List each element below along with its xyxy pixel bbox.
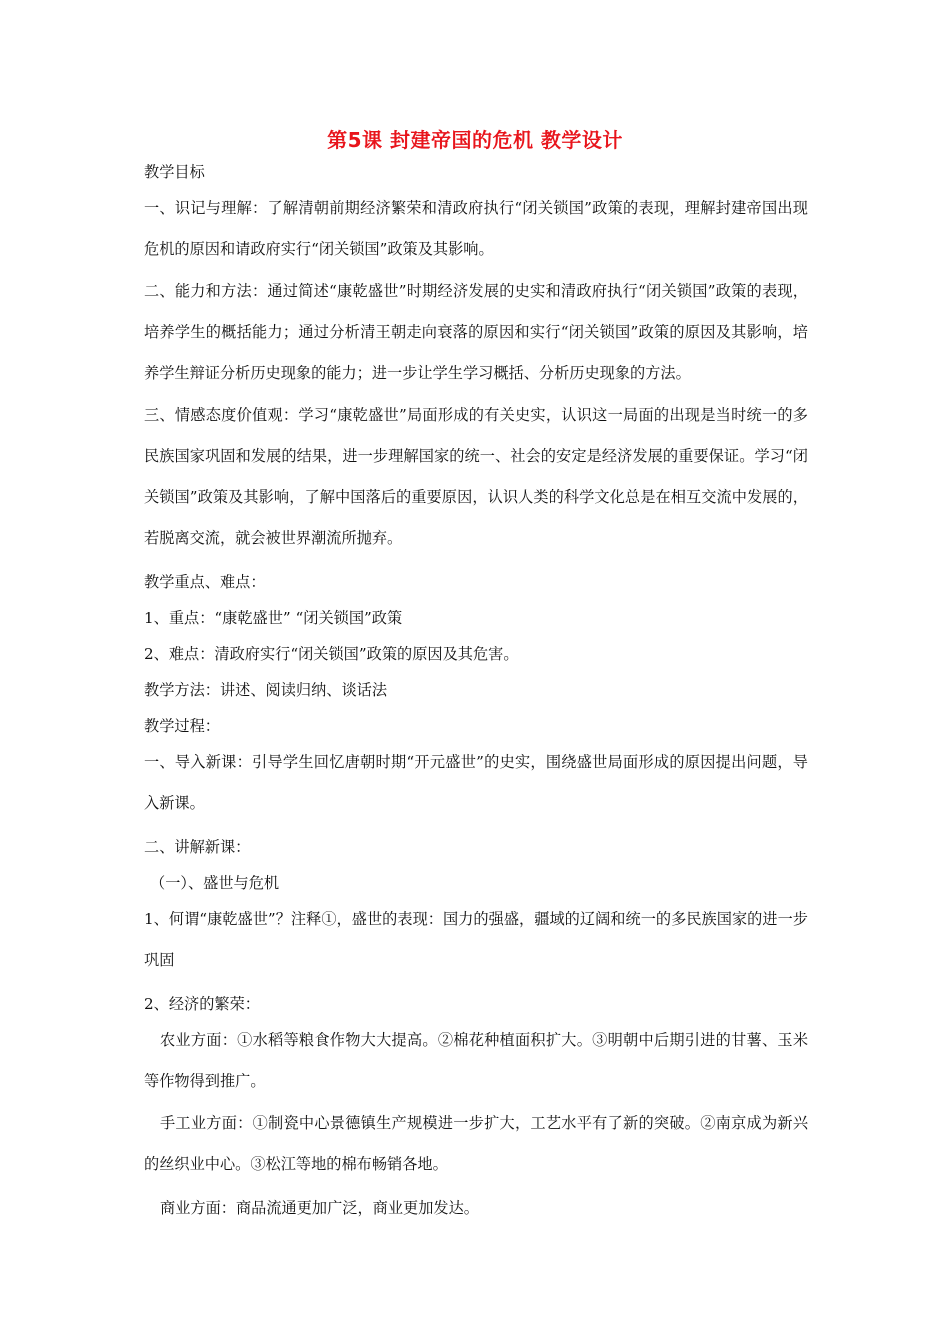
- key-point-difficulty: 2、难点：清政府实行“闭关锁国”政策的原因及其危害。: [144, 645, 519, 663]
- item-economic-prosperity: 2、经济的繁荣：: [144, 995, 260, 1013]
- item-commerce: 商业方面：商品流通更加广泛，商业更加发达。: [160, 1199, 479, 1217]
- item-kangqian-era: 1、何谓“康乾盛世”？注释①，盛世的表现：国力的强盛，疆域的辽阔和统一的多民族国家的进一步巩固: [144, 910, 808, 969]
- process-new-lesson: 二、讲解新课：: [144, 838, 251, 856]
- teaching-methods: 教学方法：讲述、阅读归纳、谈话法: [144, 681, 387, 699]
- objective-values: 三、情感态度价值观：学习“康乾盛世”局面形成的有关史实，认识这一局面的出现是当时统一的多民族国家巩固和发展的结果，进一步理解国家的统一、社会的安定是经济发展的重要保证。学习“闭关锁国”政策及其影响，了解中国落后的重要原因，认识人类的科学文化总是在相互交流中发展的，若脱离交流，就会被世界潮流所抛弃。: [144, 406, 808, 547]
- section-heading-key-points: 教学重点、难点：: [144, 573, 266, 591]
- objective-ability: 二、能力和方法：通过简述“康乾盛世”时期经济发展的史实和清政府执行“闭关锁国”政策的表现，培养学生的概括能力；通过分析清王朝走向衰落的原因和实行“闭关锁国”政策的原因及其影响，培养学生辩证分析历史现象的能力；进一步让学生学习概括、分析历史现象的方法。: [144, 282, 808, 382]
- process-introduction: 一、导入新课：引导学生回忆唐朝时期“开元盛世”的史实，围绕盛世局面形成的原因提出问题，导入新课。: [144, 753, 808, 812]
- document-body: [144, 160, 808, 1232]
- section-heading-objectives: 教学目标: [144, 163, 205, 181]
- subsection-prosperity-crisis: （一）、盛世与危机: [150, 874, 280, 892]
- section-heading-process: 教学过程：: [144, 717, 220, 735]
- document-title: 第5课 封建帝国的危机 教学设计: [327, 128, 623, 152]
- objective-knowledge: 一、识记与理解：了解清朝前期经济繁荣和清政府执行“闭关锁国”政策的表现，理解封建帝国出现危机的原因和请政府实行“闭关锁国”政策及其影响。: [144, 199, 808, 258]
- item-agriculture: 农业方面：①水稻等粮食作物大大提高。②棉花种植面积扩大。③明朝中后期引进的甘薯、玉米等作物得到推广。: [144, 1031, 808, 1090]
- item-handicraft: 手工业方面：①制瓷中心景德镇生产规模进一步扩大，工艺水平有了新的突破。②南京成为新兴的丝织业中心。③松江等地的棉布畅销各地。: [144, 1114, 808, 1173]
- key-point-focus: 1、重点：“康乾盛世” “闭关锁国”政策: [144, 609, 403, 627]
